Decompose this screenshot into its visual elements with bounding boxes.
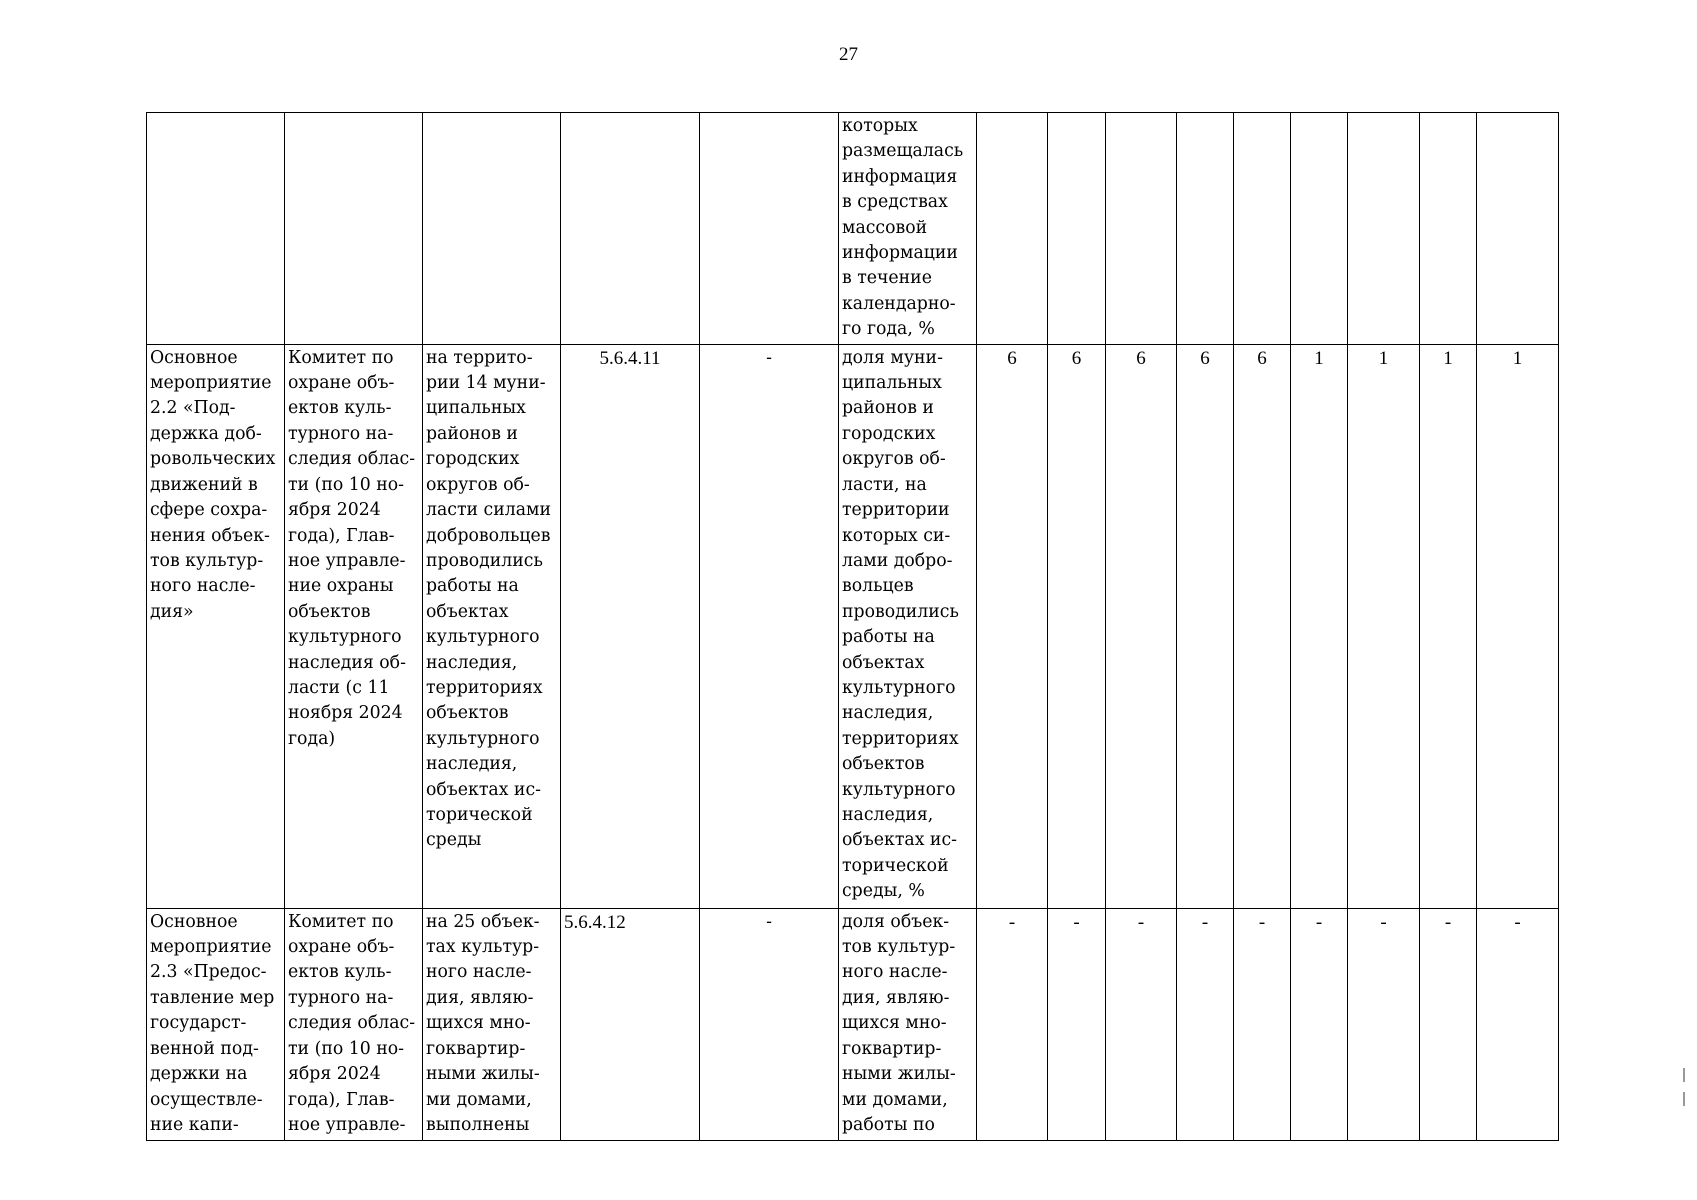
indicator-cell: которых размещалась информация в средствах массовой информации в течение календарно- го года, % bbox=[839, 113, 977, 345]
value-cell: 1 bbox=[1348, 344, 1420, 908]
value-cell: 6 bbox=[1106, 344, 1177, 908]
dash-cell: - bbox=[700, 344, 839, 908]
value-cell bbox=[1177, 113, 1234, 345]
value-cell bbox=[1477, 113, 1559, 345]
value-cell: 6 bbox=[977, 344, 1048, 908]
value-cell bbox=[1234, 113, 1291, 345]
indicator-cell: доля муни- ципальных районов и городских округов об- ласти, на территории которых си- лами добро- вольцев проводились работы на объектах культурного наследия, территориях объектов культурного наследия, объектах ис- торической среды, % bbox=[839, 344, 977, 908]
value-cell: - bbox=[1234, 908, 1291, 1140]
indicator-cell: доля объек- тов культур- ного насле- дия, являю- щихся мно- гоквартир- ными жилы- ми домами, работы по bbox=[839, 908, 977, 1140]
value-cell: - bbox=[1420, 908, 1477, 1140]
scan-edge-mark bbox=[1683, 1068, 1685, 1082]
responsible-cell: Комитет по охране объ- ектов куль- турного на- следия облас- ти (по 10 но- ября 2024 года), Глав- ное управле- bbox=[285, 908, 423, 1140]
value-cell: 1 bbox=[1420, 344, 1477, 908]
indicators-table bbox=[146, 112, 1559, 1141]
value-cell: - bbox=[1177, 908, 1234, 1140]
value-cell bbox=[1348, 113, 1420, 345]
code-cell bbox=[561, 113, 700, 345]
code-cell: 5.6.4.12 bbox=[561, 908, 700, 1140]
code-cell: 5.6.4.11 bbox=[561, 344, 700, 908]
value-cell: 6 bbox=[1048, 344, 1106, 908]
event-name-cell bbox=[147, 113, 285, 345]
table-row bbox=[147, 908, 1559, 1140]
value-cell: 1 bbox=[1291, 344, 1348, 908]
value-cell bbox=[1420, 113, 1477, 345]
value-cell: - bbox=[1291, 908, 1348, 1140]
value-cell bbox=[977, 113, 1048, 345]
page-number: 27 bbox=[839, 44, 858, 65]
value-cell: - bbox=[1048, 908, 1106, 1140]
table-row bbox=[147, 344, 1559, 908]
responsible-cell: Комитет по охране объ- ектов куль- турного на- следия облас- ти (по 10 но- ября 2024 года), Глав- ное управле- ние охраны объектов культурного наследия об- ласти (с 11 ноября 2024 года) bbox=[285, 344, 423, 908]
value-cell bbox=[1106, 113, 1177, 345]
value-cell: - bbox=[1348, 908, 1420, 1140]
value-cell: 1 bbox=[1477, 344, 1559, 908]
value-cell bbox=[1291, 113, 1348, 345]
responsible-cell bbox=[285, 113, 423, 345]
value-cell: - bbox=[1106, 908, 1177, 1140]
value-cell: - bbox=[977, 908, 1048, 1140]
event-name-cell: Основное мероприятие 2.2 «Под- держка доб- ровольческих движений в сфере сохра- нения объек- тов культур- ного насле- дия» bbox=[147, 344, 285, 908]
value-cell: - bbox=[1477, 908, 1559, 1140]
scan-edge-mark bbox=[1683, 1092, 1685, 1106]
result-cell bbox=[423, 113, 561, 345]
result-cell: на 25 объек- тах культур- ного насле- дия, являю- щихся мно- гоквартир- ными жилы- ми домами, выполнены bbox=[423, 908, 561, 1140]
result-cell: на террито- рии 14 муни- ципальных районов и городских округов об- ласти силами добровольцев проводились работы на объектах культурного наследия, территориях объектов культурного наследия, объектах ис- торической среды bbox=[423, 344, 561, 908]
value-cell bbox=[1048, 113, 1106, 345]
dash-cell bbox=[700, 113, 839, 345]
value-cell: 6 bbox=[1177, 344, 1234, 908]
dash-cell: - bbox=[700, 908, 839, 1140]
table-row bbox=[147, 113, 1559, 345]
value-cell: 6 bbox=[1234, 344, 1291, 908]
event-name-cell: Основное мероприятие 2.3 «Предос- тавление мер государст- венной под- держки на осуществле- ние капи- bbox=[147, 908, 285, 1140]
